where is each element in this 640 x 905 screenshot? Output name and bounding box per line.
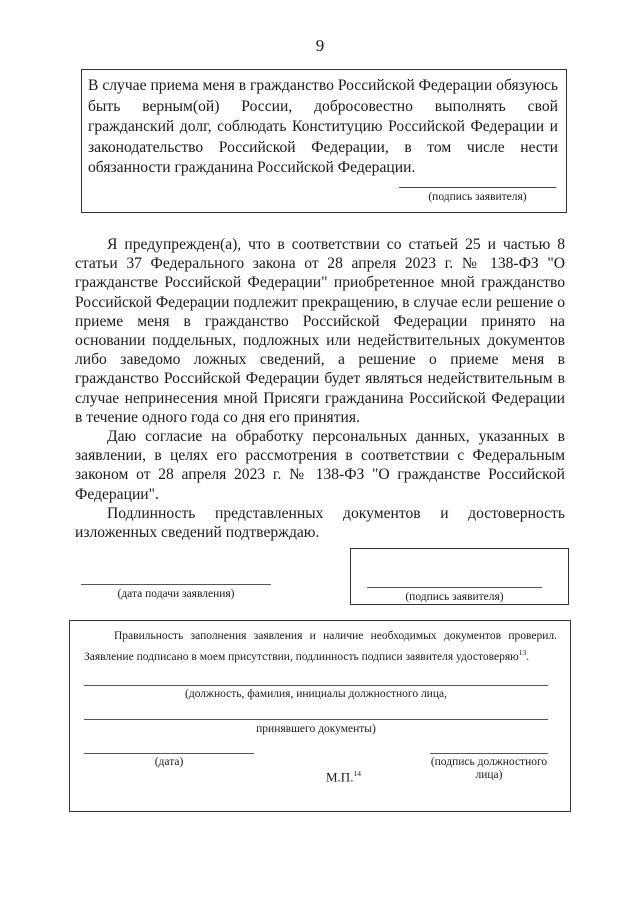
stamp-label: М.П. [326,769,354,785]
oath-signature-line [399,187,556,188]
official-verification-text: Правильность заполнения заявления и наличие необходимых документов проверил. Заявление подписано в моем присутствии, подлинность подписи заявителя удостоверяю$^{13}$. [84,630,557,663]
footnote-marker-13: 13 [518,647,527,657]
footnote-marker-14: 14 [353,769,361,778]
official-accepted-line [84,719,548,720]
warning-paragraph: Я предупрежден(а), что в соответствии со статьей 25 и частью 8 статьи 37 Федерального закона от 28 апреля 2023 г. № 138-ФЗ "О гражданстве Российской Федерации" приобретенное мной гражданство Российской Федерации подлежит прекращению, в случае если решение о приеме меня в гражданство Российской Федерации принято на основании поддельных, подложных или недействительных документов либо заведомо ложных сведений, а решение о приеме меня в гражданство Российской Федерации будет являться недействительным в случае непринесения мной Присяги гражданина Российской Федерации в течение одного года со дня его принятия. [75,236,565,426]
official-name-caption: (должность, фамилия, инициалы должностного лица, [185,688,447,700]
declaration-body [75,235,565,542]
official-accepted-caption: принявшего документы) [256,723,376,735]
official-signature-line [430,753,548,754]
submission-date-caption: (дата подачи заявления) [117,588,235,600]
consent-paragraph: Даю согласие на обработку персональных данных, указанных в заявлении, в целях его рассмотрения в соответствии с Федеральным законом от 28 апреля 2023 г. № 138-ФЗ "О гражданстве Российской Федерации". [75,428,565,503]
oath-text: В случае приема меня в гражданство Российской Федерации обязуюсь быть верным(ой) России, добросовестно выполнять свой гражданский долг, соблюдать Конституцию Российской Федерации и законодательство Российской Федерации, в том числе нести обязанности гражданина Российской Федерации. [88,77,558,176]
confirm-paragraph: Подлинность представленных документов и достоверность изложенных сведений подтверждаю. [75,504,565,542]
official-name-line [84,685,548,686]
oath-signature-caption: (подпись заявителя) [428,191,527,203]
official-date-caption: (дата) [154,756,184,768]
verification-statement: Правильность заполнения заявления и наличие необходимых документов проверил. Заявление подписано в моем присутствии, подлинность подписи заявителя удостоверяю [84,630,557,663]
page-number: 9 [315,36,325,55]
stamp-place [326,769,361,785]
official-date-line [84,753,254,754]
applicant-signature-line [367,587,542,588]
applicant-signature-caption: (подпись заявителя) [405,591,504,603]
official-signature-caption: (подпись должностного лица) [430,756,548,781]
submission-date-line [81,584,271,585]
